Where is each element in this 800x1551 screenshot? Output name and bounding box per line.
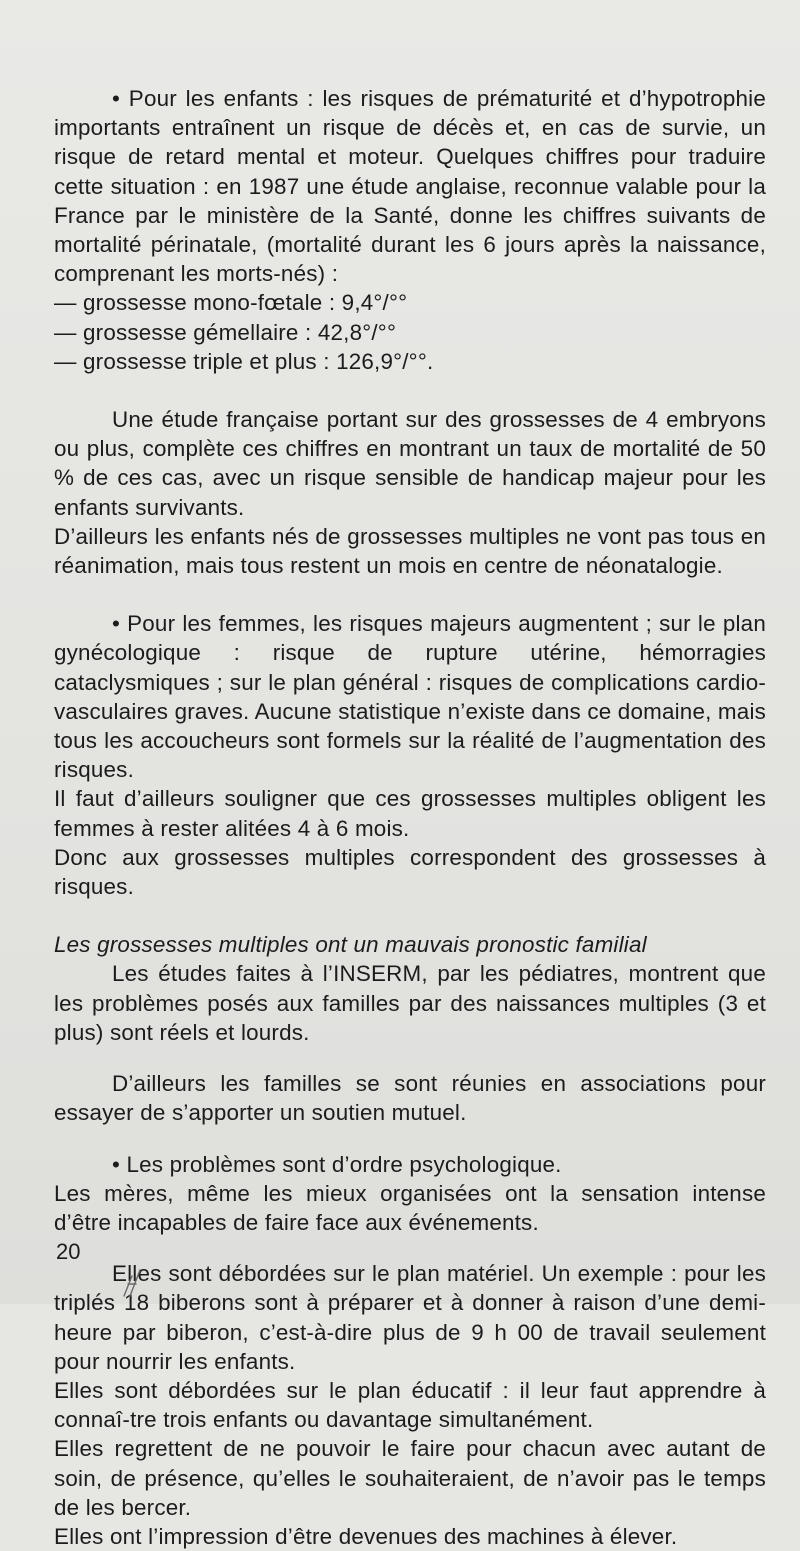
paragraph-material: Elles sont débordées sur le plan matériel. Un exemple : pour les triplés 18 biberons sont à préparer et à donner à raison d’une demi-heure par biberon, c’est-à-dire plus de 9 h 00 de travail seulement pour nourrir les enfants. <box>54 1261 766 1374</box>
list-item-mono-fetal: — grossesse mono-fœtale : 9,4°/°° <box>54 290 408 316</box>
list-item-twin: — grossesse gémellaire : 42,8°/°° <box>54 319 397 345</box>
paragraph-bed-rest: Il faut d’ailleurs souligner que ces grossesses multiples obligent les femmes à rester alitées 4 à 6 mois. <box>54 786 766 841</box>
spacer <box>54 1047 766 1069</box>
page-number: 20 <box>56 1239 81 1264</box>
section-heading: Les grossesses multiples ont un mauvais pronostic familial <box>54 932 647 958</box>
pen-mark-icon <box>118 1262 158 1302</box>
body-text <box>54 84 766 1551</box>
paragraph-educational: Elles sont débordées sur le plan éducatif : il leur faut apprendre à connaî-tre trois enfants ou davantage simultanément. <box>54 1377 766 1433</box>
spacer <box>54 1237 766 1259</box>
paragraph-french-study: Une étude française portant sur des grossesses de 4 embryons ou plus, complète ces chiffres en montrant un taux de mortalité de 50 % de ces cas, avec un risque sensible de handicap majeur pour les enfants survivants. <box>54 407 766 520</box>
paragraph-psychological: • Les problèmes sont d’ordre psychologique. <box>112 1151 562 1177</box>
paragraph-mothers: Les mères, même les mieux organisées ont la sensation intense d’être incapables de faire face aux événements. <box>54 1180 766 1235</box>
spacer <box>54 901 766 930</box>
paragraph-regret: Elles regrettent de ne pouvoir le faire pour chacun avec autant de soin, de présence, qu’elles le souhaiteraient, de n’avoir pas le temps de les bercer. <box>54 1436 766 1520</box>
paragraph-conclusion: Donc aux grossesses multiples correspondent des grossesses à risques. <box>54 844 766 900</box>
list-item-triple: — grossesse triple et plus : 126,9°/°°. <box>54 348 434 374</box>
paragraph-neonatal: D’ailleurs les enfants nés de grossesses multiples ne vont pas tous en réanimation, mais tous restent un mois en centre de néonatalogie. <box>54 523 766 579</box>
paragraph-children-risks: • Pour les enfants : les risques de prématurité et d’hypotrophie importants entraînent un risque de décès et, en cas de survie, un risque de retard mental et moteur. Quelques chiffres pour traduire cette situation : en 1987 une étude anglaise, reconnue valable pour la France par le ministère de la Santé, donne les chiffres suivants de mortalité périnatale, (mortalité durant les 6 jours après la naissance, comprenant les morts-nés) : <box>54 86 766 287</box>
spacer <box>54 580 766 609</box>
spacer <box>54 1128 766 1150</box>
spacer <box>54 376 766 405</box>
paragraph-associations: D’ailleurs les familles se sont réunies en associations pour essayer de s’apporter un soutien mutuel. <box>54 1071 766 1126</box>
paragraph-inserm: Les études faites à l’INSERM, par les pédiatres, montrent que les problèmes posés aux familles par des naissances multiples (3 et plus) sont réels et lourds. <box>54 961 766 1045</box>
paragraph-machines: Elles ont l’impression d’être devenues des machines à élever. <box>54 1523 678 1549</box>
paragraph-women-risks: • Pour les femmes, les risques majeurs augmentent ; sur le plan gynécologique : risque de rupture utérine, hémorragies cataclysmiques ; sur le plan général : risques de complications cardio-vasculaires graves. Aucune statistique n’existe dans ce domaine, mais tous les accoucheurs sont formels sur la réalité de l’augmentation des risques. <box>54 611 767 783</box>
